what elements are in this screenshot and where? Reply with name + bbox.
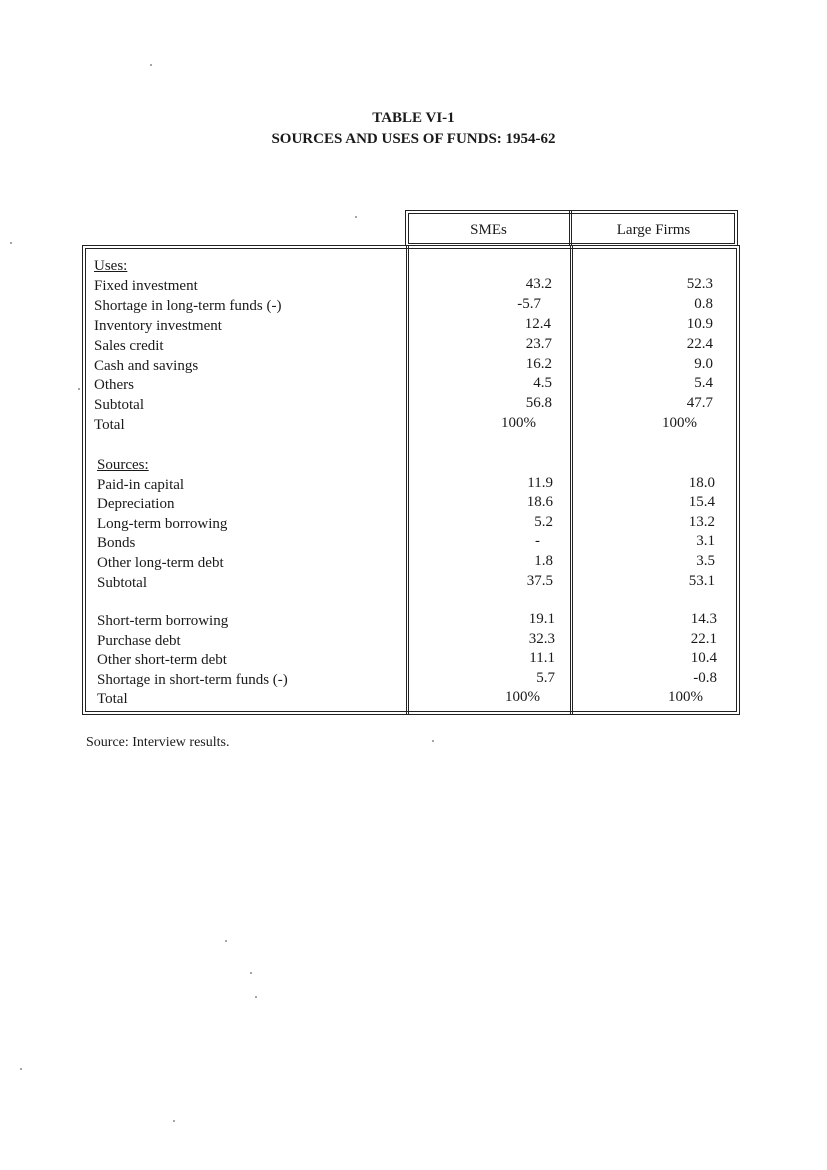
row-label: Long-term borrowing bbox=[97, 516, 228, 532]
scan-speck bbox=[432, 740, 434, 742]
column-header-smes: SMEs bbox=[470, 222, 507, 238]
cell-large-firms: 22.1 bbox=[690, 631, 717, 647]
cell-large-firms: 14.3 bbox=[690, 611, 717, 627]
cell-large-firms: 3.1 bbox=[696, 533, 715, 549]
row-label: Total bbox=[94, 417, 125, 433]
scan-speck bbox=[78, 388, 80, 390]
row-label: Subtotal bbox=[97, 575, 148, 591]
row-label: Total bbox=[97, 691, 128, 707]
cell-smes: - bbox=[535, 533, 540, 549]
row-label: Paid-in capital bbox=[97, 477, 185, 493]
row-label: Bonds bbox=[97, 535, 136, 551]
row-label: Subtotal bbox=[94, 397, 145, 413]
cell-smes: 43.2 bbox=[525, 276, 552, 292]
cell-smes: 23.7 bbox=[525, 336, 552, 352]
source-note: Source: Interview results. bbox=[86, 735, 230, 750]
cell-large-firms: 15.4 bbox=[688, 494, 715, 510]
cell-large-firms: 53.1 bbox=[688, 573, 715, 589]
cell-smes: 18.6 bbox=[526, 494, 553, 510]
scan-speck bbox=[150, 64, 152, 66]
row-label: Other long-term debt bbox=[97, 555, 224, 571]
scan-speck bbox=[20, 1068, 22, 1070]
cell-smes: 5.7 bbox=[536, 670, 555, 686]
table-number: TABLE VI-1 bbox=[372, 110, 455, 126]
scan-speck bbox=[355, 216, 357, 218]
cell-large-firms: 13.2 bbox=[688, 514, 715, 530]
cell-smes: 100% bbox=[505, 689, 540, 705]
row-label: Other short-term debt bbox=[97, 652, 227, 668]
label-column-divider bbox=[406, 245, 409, 715]
cell-large-firms: 18.0 bbox=[688, 475, 715, 491]
scan-speck bbox=[255, 996, 257, 998]
scan-speck bbox=[250, 972, 252, 974]
cell-smes: 32.3 bbox=[528, 631, 555, 647]
cell-smes: 19.1 bbox=[528, 611, 555, 627]
row-label: Cash and savings bbox=[94, 358, 199, 374]
column-header-large-firms: Large Firms bbox=[616, 222, 691, 238]
table-title: SOURCES AND USES OF FUNDS: 1954-62 bbox=[271, 131, 556, 147]
cell-smes: -5.7 bbox=[517, 296, 541, 312]
section-heading: Uses: bbox=[94, 258, 128, 274]
cell-large-firms: 100% bbox=[668, 689, 703, 705]
cell-smes: 37.5 bbox=[526, 573, 553, 589]
cell-large-firms: 3.5 bbox=[696, 553, 715, 569]
cell-smes: 11.1 bbox=[529, 650, 555, 666]
row-label: Short-term borrowing bbox=[97, 613, 229, 629]
cell-smes: 1.8 bbox=[534, 553, 553, 569]
cell-large-firms: 5.4 bbox=[694, 375, 713, 391]
cell-large-firms: 9.0 bbox=[694, 356, 713, 372]
cell-large-firms: 10.4 bbox=[690, 650, 717, 666]
cell-large-firms: 10.9 bbox=[686, 316, 713, 332]
row-label: Purchase debt bbox=[97, 633, 181, 649]
cell-smes: 16.2 bbox=[525, 356, 552, 372]
row-label: Others bbox=[94, 377, 134, 393]
scan-speck bbox=[173, 1120, 175, 1122]
cell-large-firms: 52.3 bbox=[686, 276, 713, 292]
scan-speck bbox=[10, 242, 12, 244]
row-label: Sales credit bbox=[94, 338, 164, 354]
cell-large-firms: 0.8 bbox=[694, 296, 713, 312]
row-label: Fixed investment bbox=[94, 278, 198, 294]
value-column-divider bbox=[570, 245, 573, 715]
cell-smes: 100% bbox=[501, 415, 536, 431]
row-label: Shortage in long-term funds (-) bbox=[94, 298, 282, 314]
row-label: Depreciation bbox=[97, 496, 175, 512]
row-label: Inventory investment bbox=[94, 318, 222, 334]
section-heading: Sources: bbox=[97, 457, 149, 473]
row-label: Shortage in short-term funds (-) bbox=[97, 672, 288, 688]
cell-smes: 11.9 bbox=[527, 475, 553, 491]
scan-speck bbox=[225, 940, 227, 942]
cell-smes: 4.5 bbox=[533, 375, 552, 391]
cell-large-firms: 22.4 bbox=[686, 336, 713, 352]
cell-large-firms: -0.8 bbox=[693, 670, 717, 686]
cell-large-firms: 47.7 bbox=[686, 395, 713, 411]
cell-smes: 56.8 bbox=[525, 395, 552, 411]
cell-large-firms: 100% bbox=[662, 415, 697, 431]
cell-smes: 12.4 bbox=[524, 316, 551, 332]
cell-smes: 5.2 bbox=[534, 514, 553, 530]
